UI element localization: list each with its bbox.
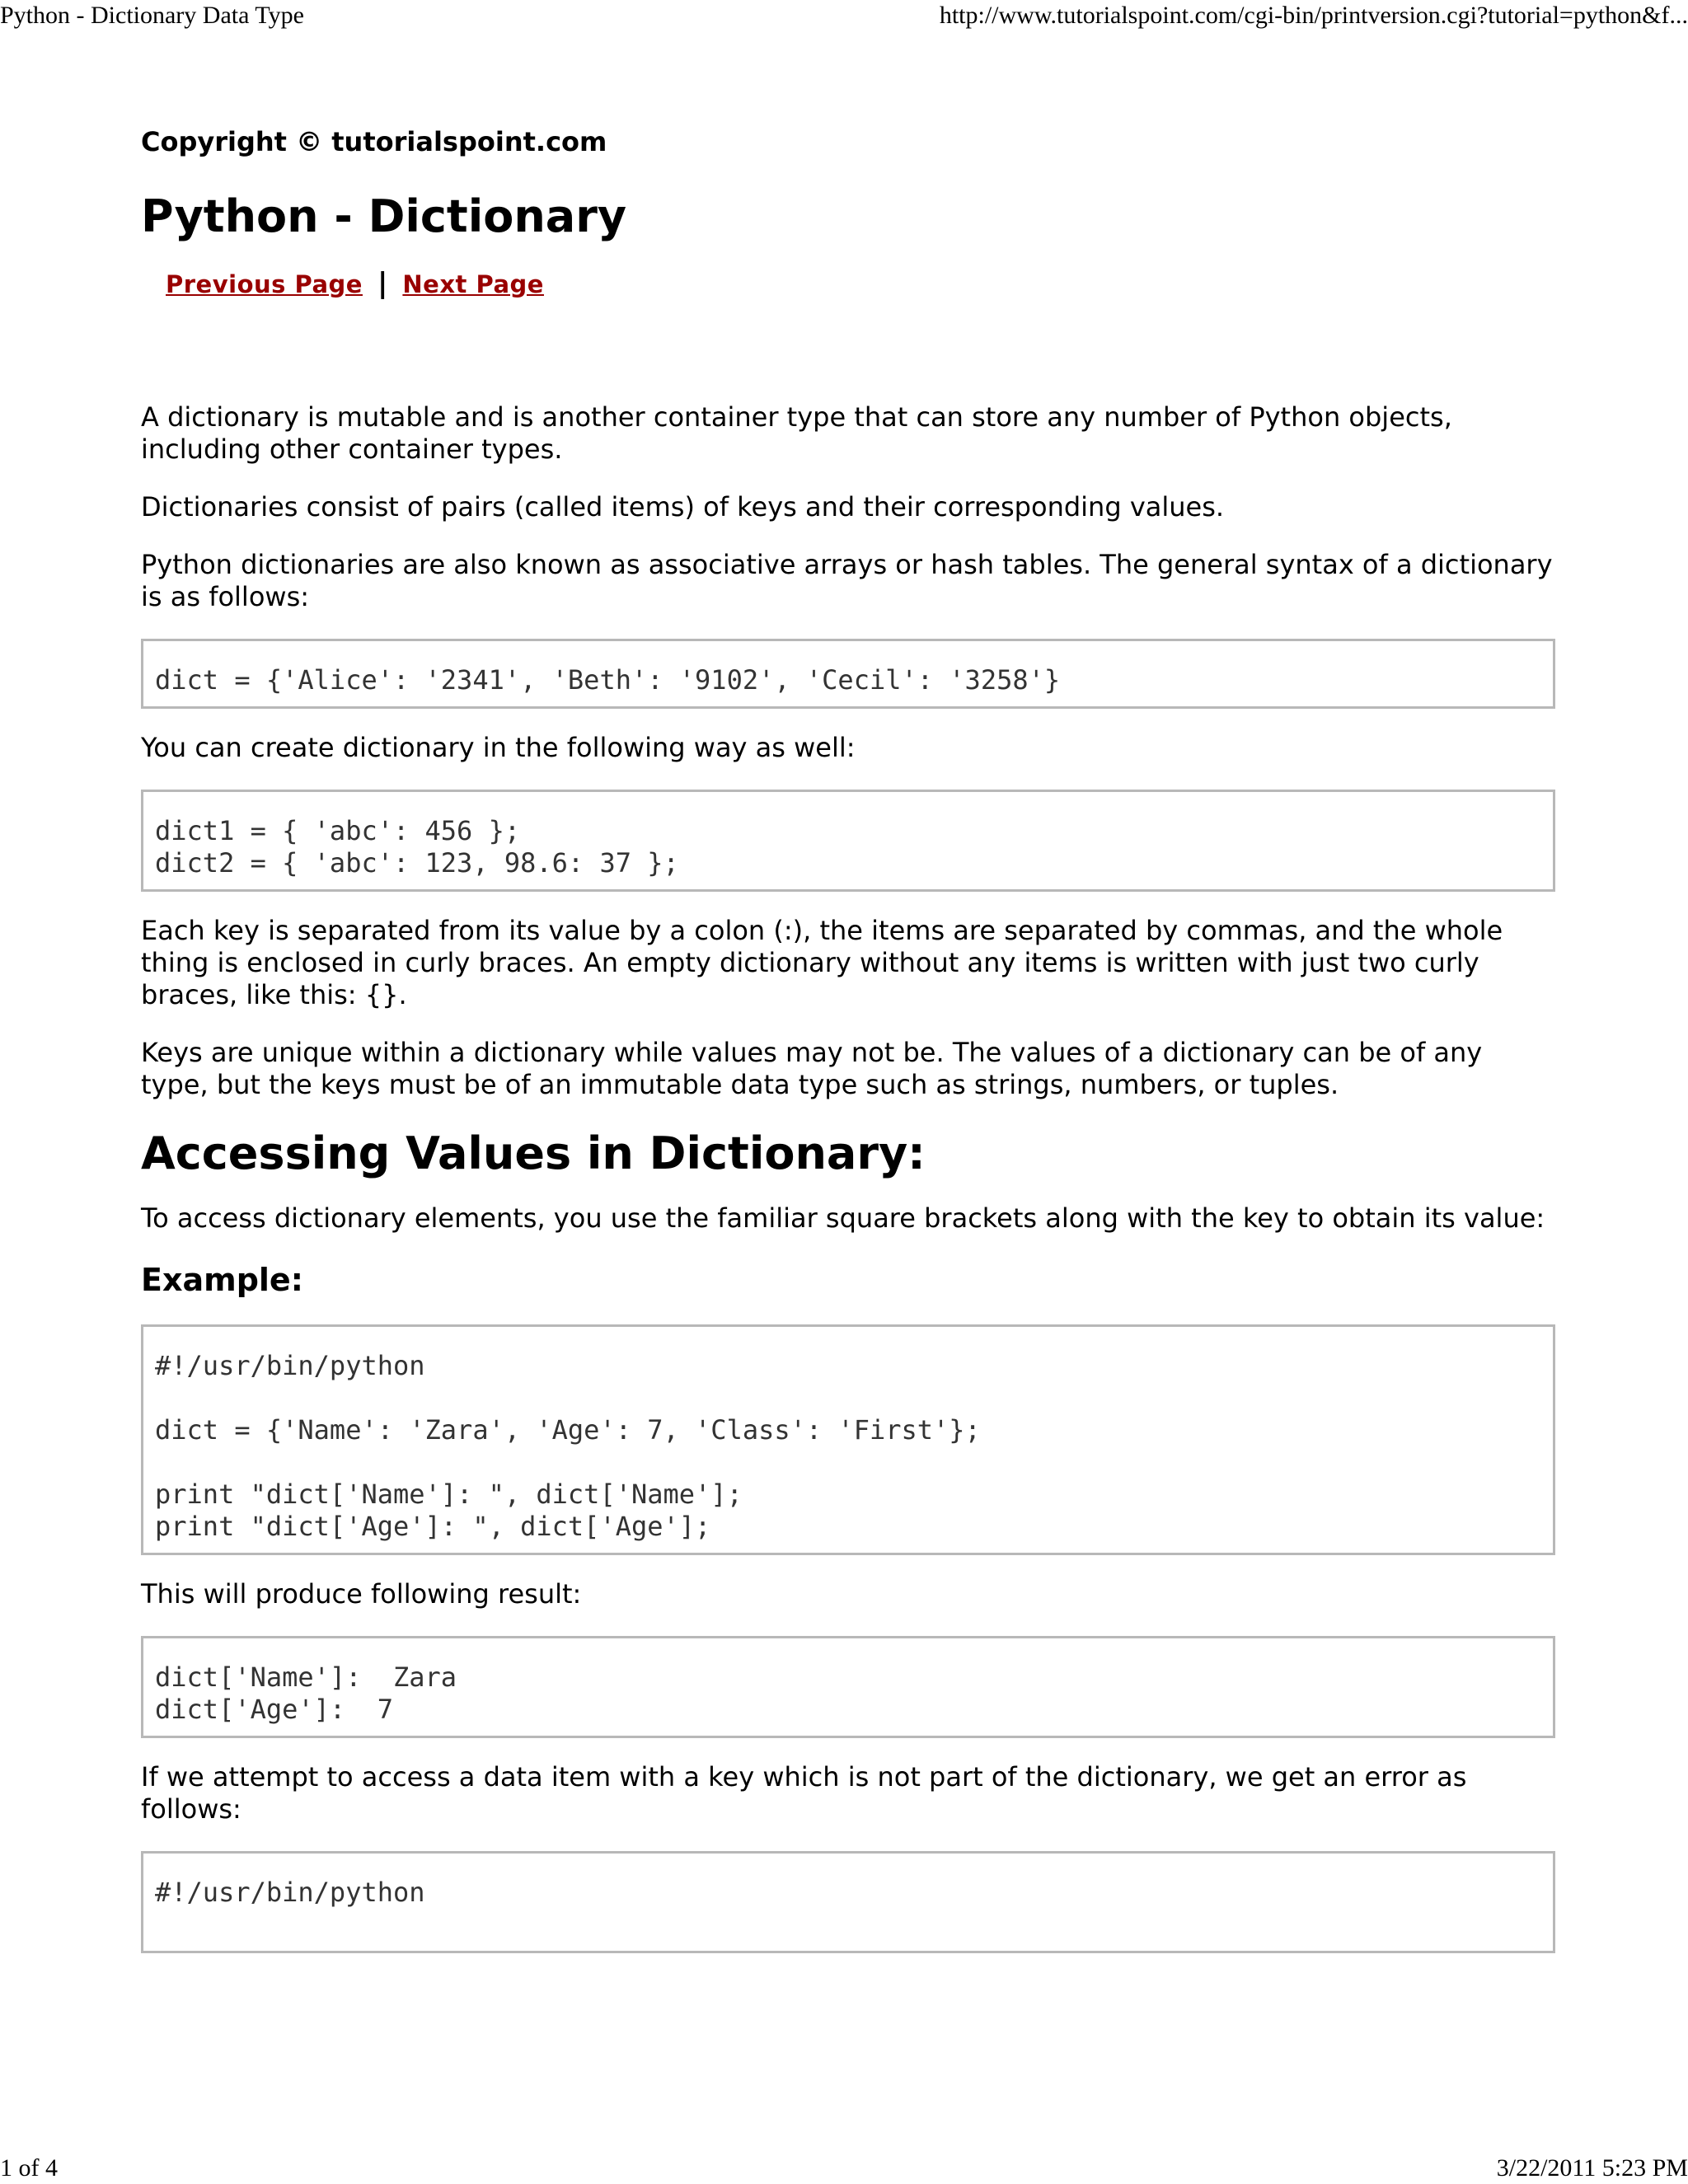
paragraph-create-dictionary: You can create dictionary in the following way as well: (141, 732, 856, 763)
code-line: print "dict['Age']: ", dict['Age']; (155, 1511, 711, 1542)
print-footer (0, 2151, 1688, 2184)
nav-separator: | (377, 267, 388, 300)
page-navigation (166, 265, 1555, 302)
section-heading-accessing: Accessing Values in Dictionary: (141, 1127, 926, 1179)
page-number: 1 of 4 (0, 2154, 58, 2182)
code-line: print "dict['Name']: ", dict['Name']; (155, 1479, 743, 1510)
code-line: dict1 = { 'abc': 456 }; (155, 815, 521, 846)
code-line: dict = {'Name': 'Zara', 'Age': 7, 'Class': 'First'}; (155, 1414, 981, 1446)
code-line: #!/usr/bin/python (155, 1877, 425, 1908)
code-line (155, 1446, 1541, 1479)
paragraph-result-intro: This will produce following result: (141, 1578, 582, 1610)
paragraph-error-intro: If we attempt to access a data item with a key which is not part of the dictionary, we get an error as follows: (141, 1761, 1467, 1825)
code-line-empty (155, 1909, 1541, 1941)
copyright-notice: Copyright © tutorialspoint.com (141, 126, 607, 157)
paragraph-accessing: To access dictionary elements, you use the familiar square brackets along with the key to obtain its value: (141, 1202, 1545, 1234)
code-line (155, 1382, 1541, 1414)
print-header (0, 0, 1688, 33)
code-block-result (141, 1636, 1555, 1738)
code-block-error (141, 1851, 1555, 1953)
code-line: dict['Age']: 7 (155, 1694, 393, 1725)
article-content (141, 124, 1555, 1976)
code-line: dict2 = { 'abc': 123, 98.6: 37 }; (155, 847, 679, 879)
code-line: dict = {'Alice': '2341', 'Beth': '9102', 'Cecil': '3258'} (155, 664, 1061, 696)
code-line: #!/usr/bin/python (155, 1350, 425, 1381)
paragraph-unique-keys: Keys are unique within a dictionary while values may not be. The values of a dictionary can be of any type, but the keys must be of an immutable data type such as strings, numbers, or tuples. (141, 1037, 1483, 1100)
code-block-example (141, 1324, 1555, 1555)
paragraph-key-separator: Each key is separated from its value by a colon (:), the items are separated by commas, and the whole thing is enclosed in curly braces. An empty dictionary without any items is written with just two curly braces, like this: {}. (141, 915, 1503, 1010)
intro-paragraph-1: A dictionary is mutable and is another container type that can store any number of Python objects, including other container types. (141, 401, 1452, 465)
print-header-title: Python - Dictionary Data Type (0, 2, 304, 29)
intro-paragraph-3: Python dictionaries are also known as associative arrays or hash tables. The general syntax of a dictionary is as follows: (141, 549, 1553, 612)
code-block-create (141, 790, 1555, 892)
code-line: dict['Name']: Zara (155, 1661, 457, 1693)
code-block-syntax (141, 639, 1555, 709)
intro-paragraph-2: Dictionaries consist of pairs (called items) of keys and their corresponding values. (141, 491, 1225, 523)
page-title: Python - Dictionary (141, 190, 627, 242)
next-page-link[interactable]: Next Page (402, 270, 544, 298)
print-timestamp: 3/22/2011 5:23 PM (1496, 2154, 1688, 2182)
print-header-url: http://www.tutorialspoint.com/cgi-bin/printversion.cgi?tutorial=python&f... (939, 2, 1688, 29)
example-heading: Example: (141, 1262, 303, 1298)
previous-page-link[interactable]: Previous Page (166, 270, 363, 298)
